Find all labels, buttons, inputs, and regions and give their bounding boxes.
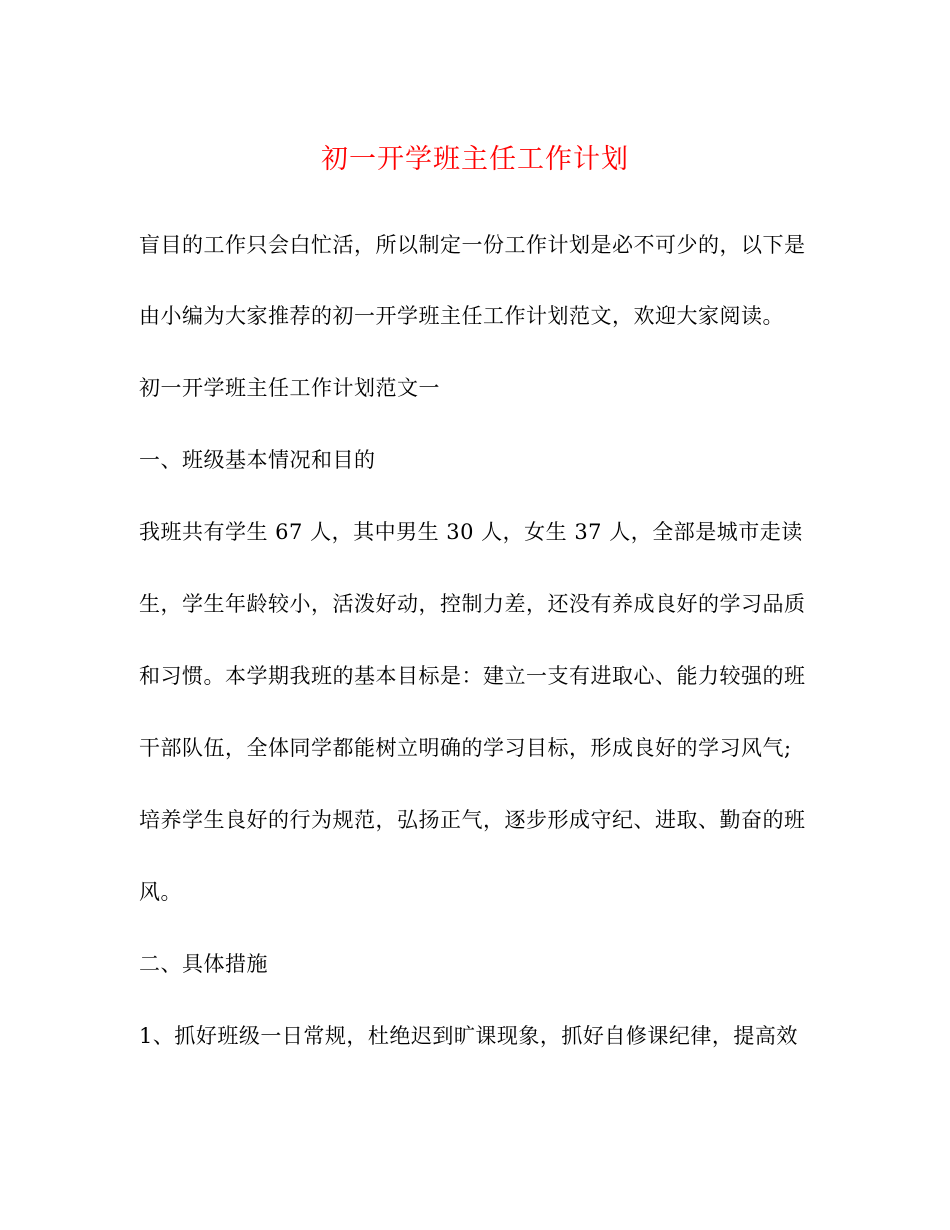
text-line-5: 我班共有学生 67 人，其中男生 30 人，女生 37 人，全部是城市走读 bbox=[139, 520, 803, 544]
text-line-6: 生，学生年龄较小，活泼好动，控制力差，还没有养成良好的学习品质 bbox=[139, 592, 806, 616]
section-heading-measures: 二、具体措施 bbox=[139, 952, 268, 976]
document-title: 初一开学班主任工作计划 bbox=[321, 144, 629, 175]
section-heading-plan-one: 初一开学班主任工作计划范文一 bbox=[139, 376, 440, 400]
text-line-9: 培养学生良好的行为规范，弘扬正气，逐步形成守纪、进取、勤奋的班 bbox=[139, 808, 806, 832]
text-line-2: 由小编为大家推荐的初一开学班主任工作计划范文，欢迎大家阅读。 bbox=[139, 304, 784, 328]
text-line-10: 风。 bbox=[139, 880, 182, 904]
text-line-7: 和习惯。本学期我班的基本目标是：建立一支有进取心、能力较强的班 bbox=[139, 664, 806, 688]
text-line-8: 干部队伍，全体同学都能树立明确的学习目标，形成良好的学习风气; bbox=[139, 736, 792, 760]
text-line-12: 1、抓好班级一日常规，杜绝迟到旷课现象，抓好自修课纪律，提高效 bbox=[139, 1024, 798, 1048]
text-line-1: 盲目的工作只会白忙活，所以制定一份工作计划是必不可少的，以下是 bbox=[139, 233, 806, 257]
section-heading-class-situation: 一、班级基本情况和目的 bbox=[139, 448, 376, 472]
